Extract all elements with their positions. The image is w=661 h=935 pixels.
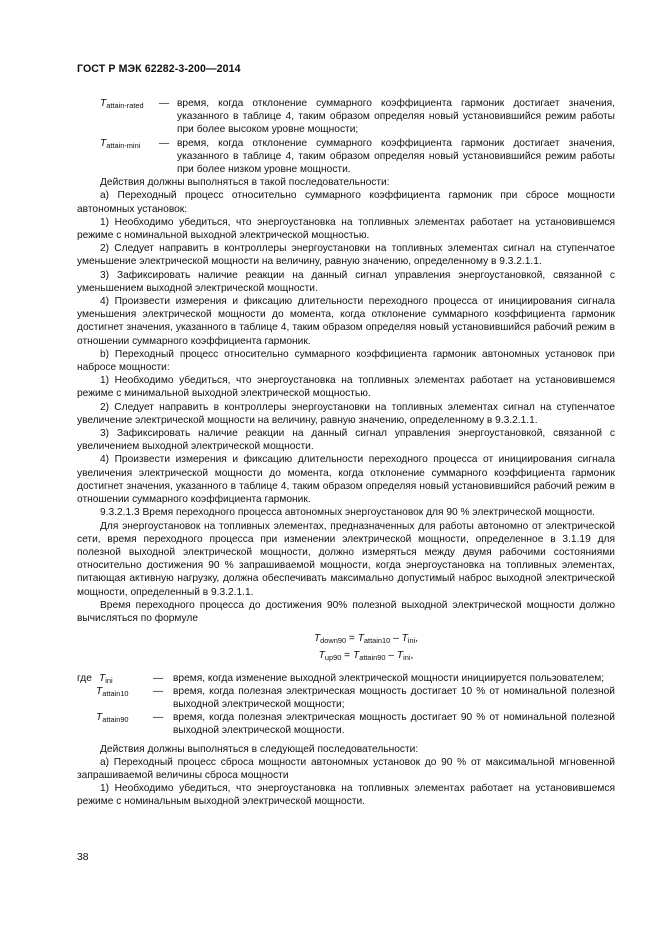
definition-term: $T_{attain90}$	[96, 712, 129, 725]
definition-item: $T_{attain-mini}$ — время, когда отклонение суммарного коэффициента гармоник достигает значения, указанного в таблице 4, таким образом определяя новый установившийся режим работы при более низком уровне мощности.	[100, 137, 615, 176]
paragraph: 1) Необходимо убедиться, что энергоустановка на топливных элементах работает на установившемся режиме с номинальной выходной электрической мощностью.	[77, 216, 615, 242]
paragraph: а) Переходный процесс относительно суммарного коэффициента гармоник при сбросе мощности автономных установок:	[77, 190, 615, 215]
section-heading: 9.3.2.1.3 Время переходного процесса автономных энергоустановок для 90 % электрической мощности.	[100, 507, 595, 519]
definition-text: время, когда изменение выходной электрической мощности инициируется пользователем;	[173, 672, 605, 684]
paragraph: 4) Произвести измерения и фиксацию длительности переходного процесса от инициирования сигнала увеличения электрической мощности до момента, когда отклонение суммарного коэффициента гармоник достигнет значения, указанного в таблице 4, таким образом определяя новый установившийся рабочий режим в отношении суммарного коэффициента гармоник.	[77, 454, 615, 506]
definition-term: $T_{attain10}$	[96, 685, 129, 698]
formula-up90: $T_{up90} = T_{attain90} - T_{ini}$,	[318, 650, 414, 663]
definition-item: $T_{attain10}$ — время, когда полезная электрическая мощность достигает 10 % от номинальной полезной выходной электрической мощности;	[96, 685, 615, 710]
paragraph: b) Переходный процесс относительно суммарного коэффициента гармоник автономных установок при набросе мощности:	[77, 348, 615, 374]
paragraph: а) Переходный процесс сброса мощности автономных установок до 90 % от максимальной мгновенной запрашиваемой величины сброса мощности	[77, 756, 615, 781]
paragraph: 3) Зафиксировать наличие реакции на данный сигнал управления энергоустановкой, связанной с увеличением выходной электрической мощности.	[77, 428, 615, 453]
document-body	[77, 97, 615, 809]
paragraph: 2) Следует направить в контроллеры энергоустановки на топливных элементах сигнал на ступенчатое увеличение электрической мощности на величину, равную значению, определенному в 9.3.2.1.1.	[77, 401, 615, 426]
definition-term: $T_{attain-mini}$	[100, 137, 141, 150]
paragraph: Для энергоустановок на топливных элементах, предназначенных для работы автономно от электрической сети, время переходного процесса при изменении электрической мощности, определенное в 3.1.19 для полезной выходной электрической мощности, должно измеряться между двумя рабочими состояниями относительно достижения 90 % запрашиваемой мощности, когда энергоустановка на топливных элементах, питающая активную нагрузку, должна обеспечивать максимально допустимый наброс выходной электрической мощности, определенный в 9.3.2.1.1.	[77, 520, 615, 598]
definition-text: время, когда отклонение суммарного коэффициента гармоник достигает значения, указанного в таблице 4, таким образом определяя новый установившийся режим работы при более низком уровне мощности.	[177, 137, 615, 176]
definition-text: время, когда отклонение суммарного коэффициента гармоник достигает значения, указанного в таблице 4, таким образом определяя новый установившийся режим работы при более высоком уровне мощности;	[177, 98, 615, 136]
definition-item: $T_{attain90}$ — время, когда полезная электрическая мощность достигает 90 % от номинальной полезной выходной электрической мощности.	[96, 712, 615, 737]
paragraph: Действия должны выполняться в такой последовательности:	[100, 177, 390, 189]
paragraph: 4) Произвести измерения и фиксацию длительности переходного процесса от инициирования сигнала уменьшения электрической мощности до момента, когда отклонение суммарного коэффициента гармоник достигнет значения, указанного в таблице 4, таким образом определяя новый установившийся рабочий режим в отношении суммарного коэффициента гармоник.	[77, 296, 615, 347]
document-header: ГОСТ Р МЭК 62282-3-200—2014	[77, 63, 241, 75]
definition-term: $T_{ini}$	[99, 672, 113, 685]
paragraph: 2) Следует направить в контроллеры энергоустановки на топливных элементах сигнал на ступенчатое уменьшение электрической мощности на величину, равную значению, определенному в 9.3.2.1.1.	[77, 243, 615, 268]
paragraph: Действия должны выполняться в следующей последовательности:	[100, 743, 419, 755]
definition-text: время, когда полезная электрическая мощность достигает 10 % от номинальной полезной выходной электрической мощности;	[173, 685, 615, 710]
paragraph: 3) Зафиксировать наличие реакции на данный сигнал управления энергоустановкой, связанной с уменьшением выходной электрической мощности.	[77, 269, 615, 294]
paragraph: Время переходного процесса до достижения 90% полезной выходной электрической мощности должно вычисляться по формуле	[77, 599, 615, 624]
definition-term: $T_{attain-rated}$	[100, 98, 144, 110]
paragraph: 1) Необходимо убедиться, что энергоустановка на топливных элементах работает на установившемся режиме с минимальной выходной электрической мощностью.	[77, 375, 615, 400]
formula-down90: $T_{down90} = T_{attain10} - T_{ini}$,	[313, 633, 419, 646]
paragraph: 1) Необходимо убедиться, что энергоустановка на топливных элементах работает на установившемся режиме с номинальным выходной электрической мощности.	[77, 783, 615, 808]
definition-item: $T_{attain-rated}$ — время, когда отклонение суммарного коэффициента гармоник достигает значения, указанного в таблице 4, таким образом определяя новый установившийся режим работы при более высоком уровне мощности;	[100, 98, 615, 136]
definition-item: где $T_{ini}$ — время, когда изменение выходной электрической мощности инициируется пользователем;	[77, 672, 615, 685]
page-number: 38	[77, 852, 89, 863]
definition-text: время, когда полезная электрическая мощность достигает 90 % от номинальной полезной выходной электрической мощности.	[173, 712, 615, 737]
